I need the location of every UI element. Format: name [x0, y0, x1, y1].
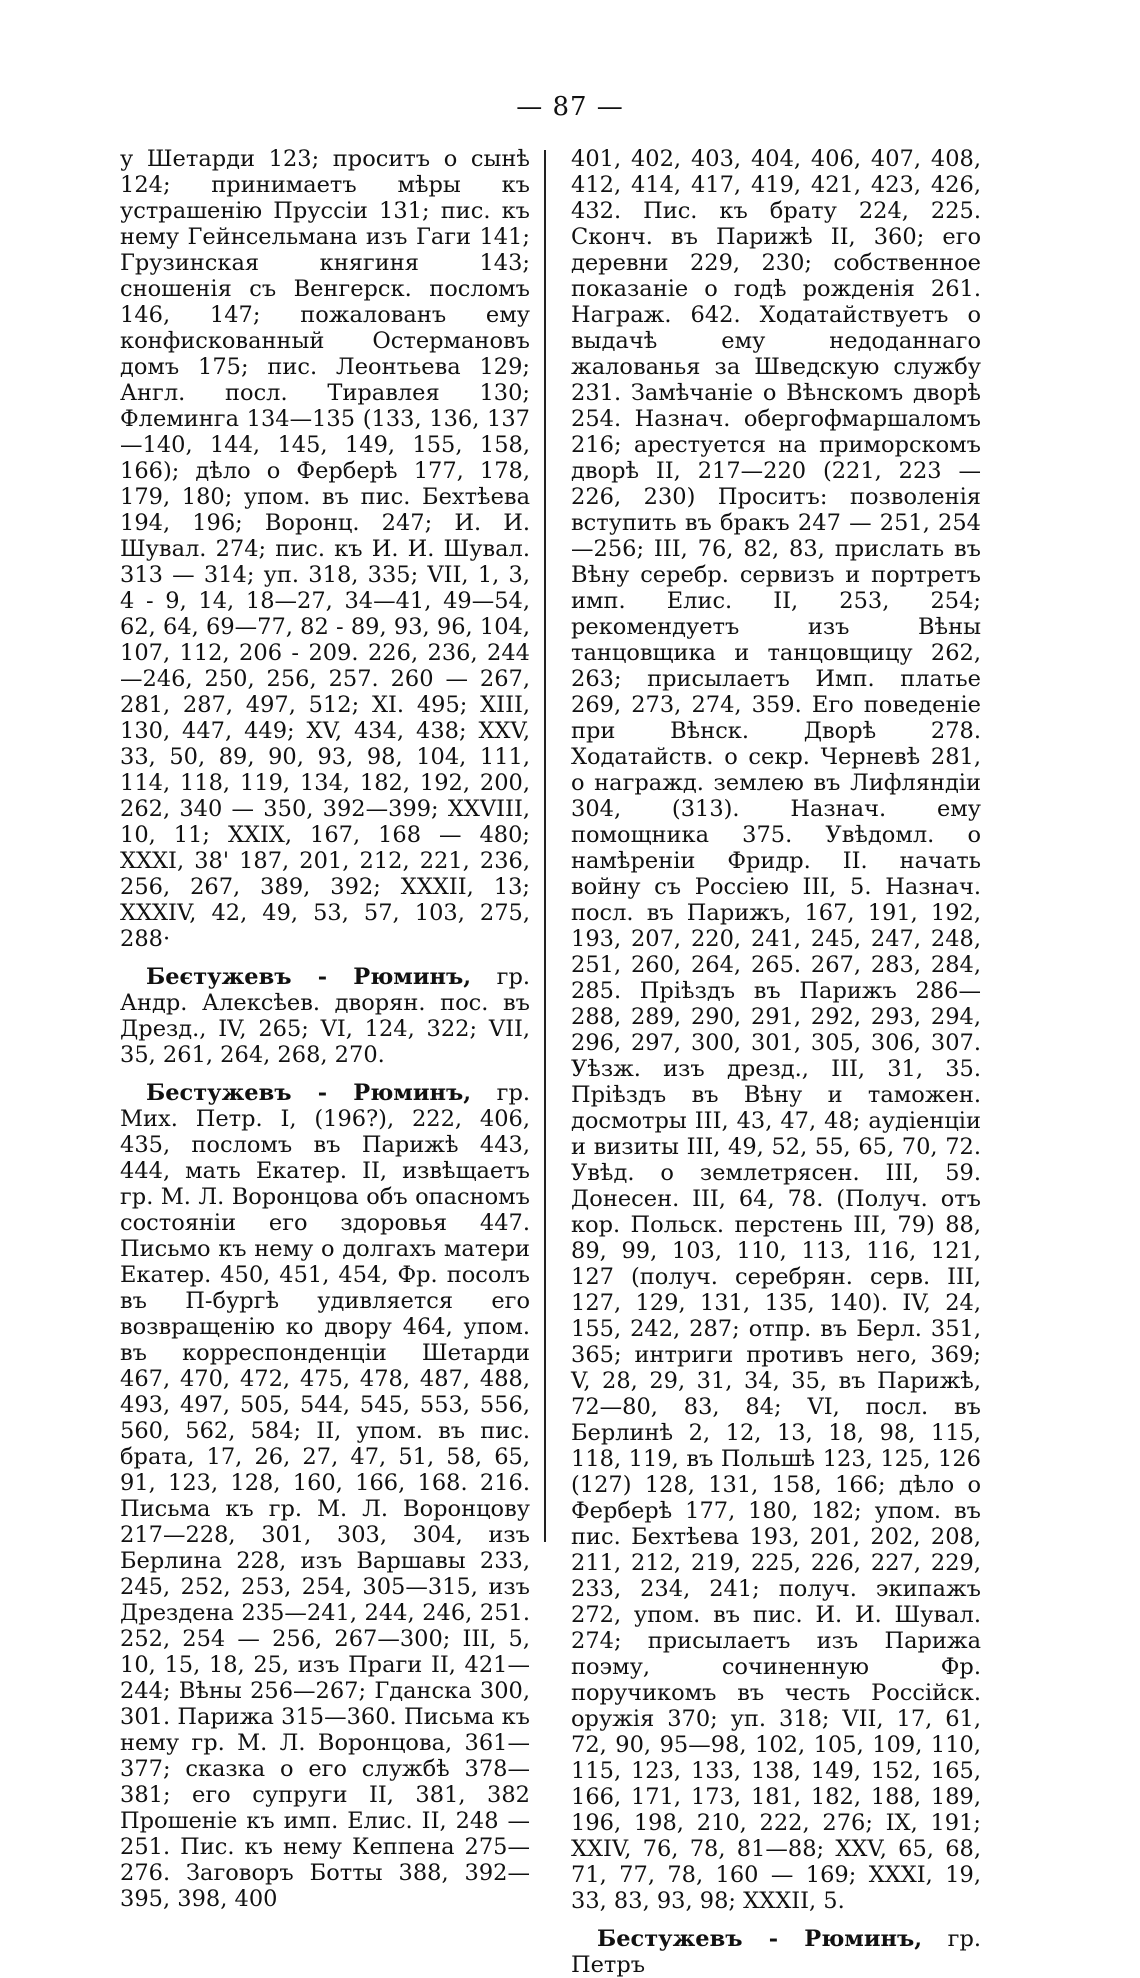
entry-head: Бестужевъ - Рюминъ, — [146, 1080, 472, 1106]
index-entry — [571, 1926, 981, 1978]
left-column — [120, 146, 530, 1912]
index-entry-continuation — [120, 146, 530, 952]
index-entry — [120, 1080, 530, 1912]
index-entry — [120, 964, 530, 1068]
page-number: — 87 — — [516, 92, 624, 122]
index-entry-continuation — [571, 146, 981, 1914]
right-column — [571, 146, 981, 1978]
entry-text: у Шетарди 123; проситъ о сынѣ 124; принимаетъ мѣры къ устрашенію Пруссіи 131; пис. къ нему Гейнсельмана изъ Гаги 141; Грузинская княгиня 143; сношенія съ Венгерск. посломъ 146, 147; пожалованъ ему конфискованный Остермановъ домъ 175; пис. Леонтьева 129; Англ. посл. Тиравлея 130; Флеминга 134—135 (133, 136, 137—140, 144, 145, 149, 155, 158, 166); дѣло о Ферберѣ 177, 178, 179, 180; упом. въ пис. Бехтѣева 194, 196; Воронц. 247; И. И. Шувал. 274; пис. къ И. И. Шувал. 313 — 314; уп. 318, 335; VII, 1, 3, 4 - 9, 14, 18—27, 34—41, 49—54, 62, 64, 69—77, 82 - 89, 93, 96, 104, 107, 112, 206 - 209. 226, 236, 244—246, 250, 256, 257. 260 — 267, 281, 287, 497, 512; XI. 495; XIII, 130, 447, 449; XV, 434, 438; XXV, 33, 50, 89, 90, 93, 98, 104, 111, 114, 118, 119, 134, 182, 192, 200, 262, 340 — 350, 392—399; XXVIII, 10, 11; XXIX, 167, 168 — 480; XXXI, 38' 187, 201, 212, 221, 236, 256, 267, 389, 392; XXXII, 13; XXXIV, 42, 49, 53, 57, 103, 275, 288· — [120, 146, 530, 952]
entry-head: Бестужевъ - Рюминъ, — [597, 1926, 923, 1952]
entry-text: гр. Мих. Петр. I, (196?), 222, 406, 435, посломъ въ Парижѣ 443, 444, мать Екатер. II, извѣщаетъ гр. М. Л. Воронцова объ опасномъ состояніи его здоровья 447. Письмо къ нему о долгахъ матери Екатер. 450, 451, 454, Фр. посолъ въ П-бургѣ удивляется его возвращенію ко двору 464, упом. въ корреспонденціи Шетарди 467, 470, 472, 475, 478, 487, 488, 493, 497, 505, 544, 545, 553, 556, 560, 562, 584; II, упом. въ пис. брата, 17, 26, 27, 47, 51, 58, 65, 91, 123, 128, 160, 166, 168. 216. Письма къ гр. М. Л. Воронцову 217—228, 301, 303, 304, изъ Берлина 228, изъ Варшавы 233, 245, 252, 253, 254, 305—315, изъ Дрездена 235—241, 244, 246, 251. 252, 254 — 256, 267—300; III, 5, 10, 15, 18, 25, изъ Праги II, 421—244; Вѣны 256—267; Гданска 300, 301. Парижа 315—360. Письма къ нему гр. М. Л. Воронцова, 361—377; сказка о его службѣ 378—381; его супруги II, 381, 382 Прошеніе къ имп. Елис. II, 248 — 251. Пис. къ нему Кеппена 275—276. Заговоръ Ботты 388, 392—395, 398, 400 — [120, 1080, 531, 1912]
entry-head: Беєтужевъ - Рюминъ, — [146, 964, 472, 990]
column-divider — [544, 150, 546, 1542]
entry-text: 401, 402, 403, 404, 406, 407, 408, 412, 414, 417, 419, 421, 423, 426, 432. Пис. къ брату 224, 225. Сконч. въ Парижѣ II, 360; его деревни 229, 230; собственное показаніе о годѣ рожденія 261. Награж. 642. Ходатайствуетъ о выдачѣ ему недоданнаго жалованья за Шведскую службу 231. Замѣчаніе о Вѣнскомъ дворѣ 254. Назнач. обергофмаршаломъ 216; арестуется на приморскомъ дворѣ II, 217—220 (221, 223 — 226, 230) Проситъ: позволенія вступить въ бракъ 247 — 251, 254—256; III, 76, 82, 83, прислать въ Вѣну серебр. сервизъ и портретъ имп. Елис. II, 253, 254; рекомендуетъ изъ Вѣны танцовщика и танцовщицу 262, 263; присылаетъ Имп. платье 269, 273, 274, 359. Его поведеніе при Вѣнск. Дворѣ 278. Ходатайств. о секр. Черневѣ 281, о награжд. землею въ Лифляндіи 304, (313). Назнач. ему помощника 375. Увѣдомл. о намѣреніи Фридр. II. начать войну съ Россіею III, 5. Назнач. посл. въ Парижъ, 167, 191, 192, 193, 207, 220, 241, 245, 247, 248, 251, 260, 264, 265. 267, 283, 284, 285. Пріѣздъ въ Парижъ 286—288, 289, 290, 291, 292, 293, 294, 296, 297, 300, 301, 305, 306, 307. Уѣзж. изъ дрезд., III, 31, 35. Пріѣздъ въ Вѣну и таможен. досмотры III, 43, 47, 48; аудіенціи и визиты III, 49, 52, 55, 65, 70, 72. Увѣд. о землетрясен. III, 59. Донесен. III, 64, 78. (Получ. отъ кор. Польск. перстень III, 79) 88, 89, 99, 103, 110, 113, 116, 121, 127 (получ. серебрян. серв. III, 127, 129, 131, 135, 140). IV, 24, 155, 242, 287; отпр. въ Берл. 351, 365; интриги противъ него, 369; V, 28, 29, 31, 34, 35, въ Парижѣ, 72—80, 83, 84; VI, посл. въ Берлинѣ 2, 12, 13, 18, 98, 115, 118, 119, въ Польшѣ 123, 125, 126 (127) 128, 131, 158, 166; дѣло о Ферберѣ 177, 180, 182; упом. въ пис. Бехтѣева 193, 201, 202, 208, 211, 212, 219, 225, 226, 227, 229, 233, 234, 241; получ. экипажъ 272, упом. въ пис. И. И. Шувал. 274; присылаетъ изъ Парижа поэму, сочиненную Фр. поручикомъ въ честь Россійск. оружія 370; уп. 318; VII, 17, 61, 72, 90, 95—98, 102, 105, 109, 110, 115, 123, 133, 138, 149, 152, 165, 166, 171, 173, 181, 182, 188, 189, 196, 198, 210, 222, 276; IX, 191; XXIV, 76, 78, 81—88; XXV, 65, 68, 71, 77, 78, 160 — 169; XXXI, 19, 33, 83, 93, 98; XXXII, 5. — [571, 146, 981, 1914]
entry-text: гр. Андр. Алексѣев. дворян. пос. въ Дрезд., IV, 265; VI, 124, 322; VII, 35, 261, 264, 268, 270. — [120, 964, 531, 1068]
entry-text: гр. Петръ — [571, 1926, 982, 1978]
